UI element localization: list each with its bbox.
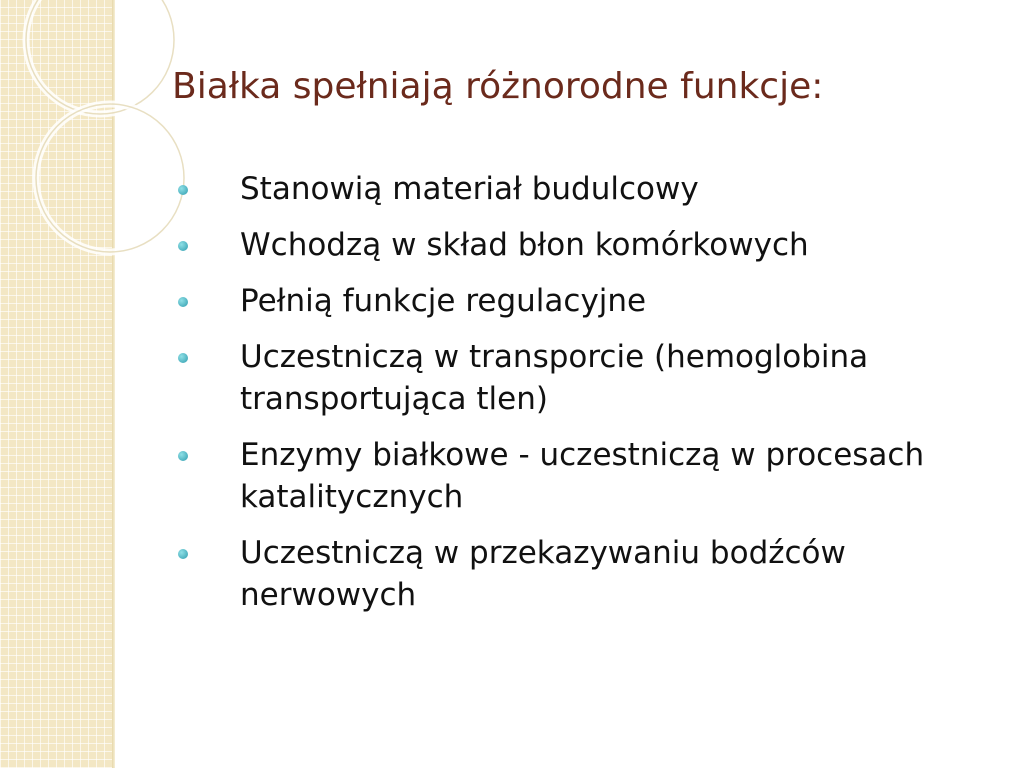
bullet-item xyxy=(172,532,1002,616)
bullet-dot-icon xyxy=(178,451,188,461)
bullet-item xyxy=(172,336,1002,420)
bullet-dot-icon xyxy=(178,353,188,363)
decorative-side-panel xyxy=(0,0,112,768)
bullet-dot-icon xyxy=(178,185,188,195)
side-panel-edge xyxy=(112,0,115,768)
bullet-dot-icon xyxy=(178,241,188,251)
bullet-dot-icon xyxy=(178,297,188,307)
bullet-item xyxy=(172,224,1002,266)
bullet-item xyxy=(172,434,1002,518)
bullet-text: Wchodzą w skład błon komórkowych xyxy=(240,227,809,263)
slide-title: Białka spełniają różnorodne funkcje: xyxy=(172,66,824,107)
bullet-item xyxy=(172,280,1002,322)
bullet-text: Uczestniczą w transporcie (hemoglobina transportująca tlen) xyxy=(240,339,869,417)
bullet-text: Enzymy białkowe - uczestniczą w procesach katalitycznych xyxy=(240,437,925,515)
bullet-list xyxy=(172,168,1002,630)
bullet-text: Pełnią funkcje regulacyjne xyxy=(240,283,647,319)
bullet-text: Uczestniczą w przekazywaniu bodźców nerwowych xyxy=(240,535,846,613)
bullet-item xyxy=(172,168,1002,210)
bullet-dot-icon xyxy=(178,549,188,559)
bullet-text: Stanowią materiał budulcowy xyxy=(240,171,699,207)
